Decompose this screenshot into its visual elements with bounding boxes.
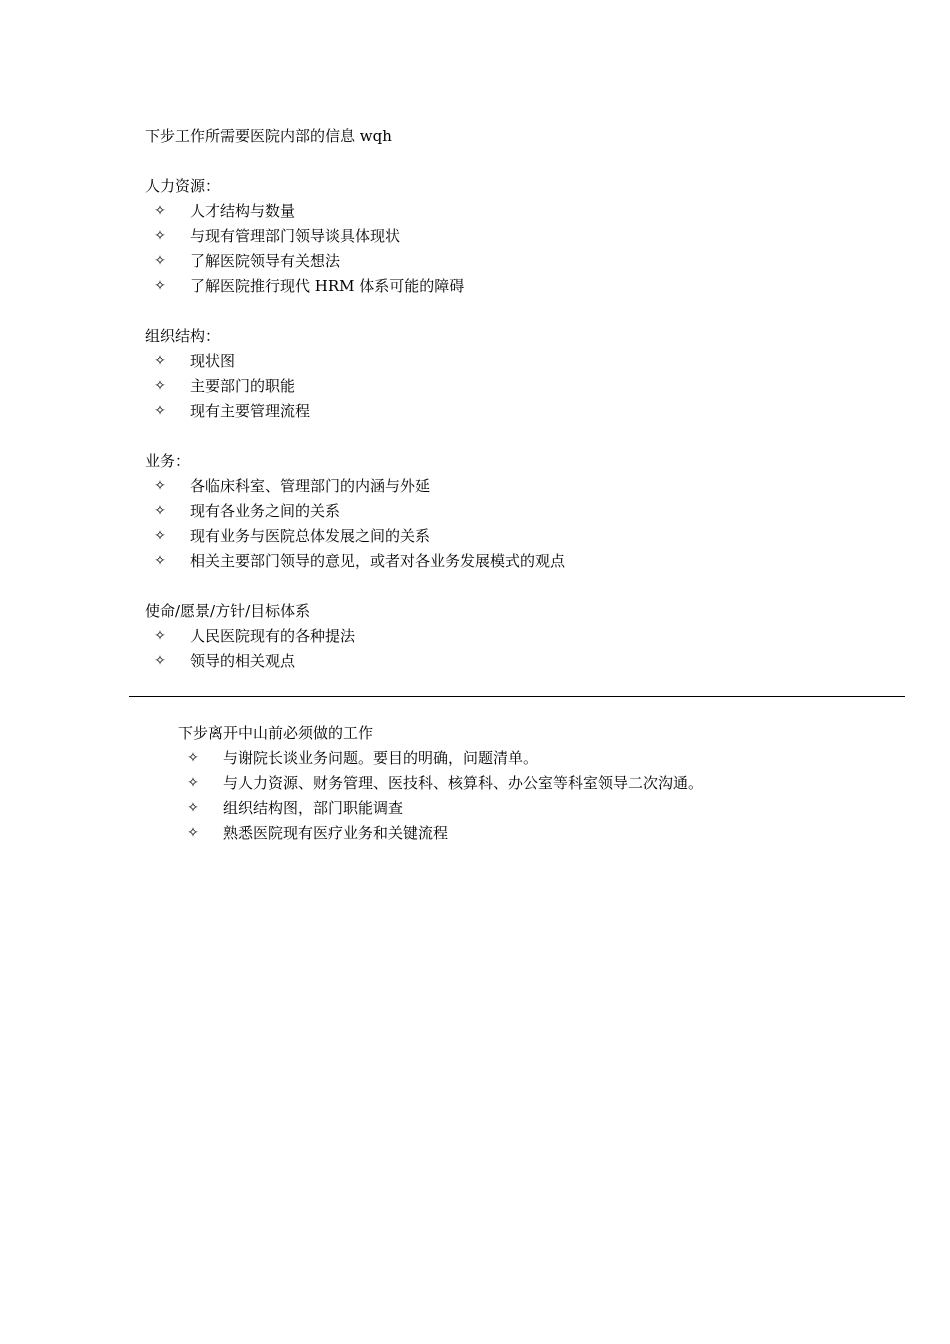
- diamond-bullet-icon: ✧: [154, 353, 166, 369]
- list-item: [178, 746, 703, 771]
- diamond-bullet-icon: ✧: [154, 553, 166, 569]
- list-item: [178, 771, 703, 796]
- list-item: [145, 549, 565, 574]
- list-item: [178, 796, 703, 821]
- list-item: [145, 624, 565, 649]
- group-heading: 业务：: [145, 452, 191, 470]
- diamond-bullet-icon: ✧: [154, 628, 166, 644]
- doc-title: 下步工作所需要医院内部的信息 wqh: [145, 127, 392, 145]
- diamond-bullet-icon: ✧: [154, 528, 166, 544]
- diamond-bullet-icon: ✧: [154, 478, 166, 494]
- list-item: [145, 499, 565, 524]
- list-item: [145, 199, 565, 224]
- list-item-text: 人才结构与数量: [190, 202, 296, 220]
- list-item-text: 与谢院长谈业务问题。要目的明确，问题清单。: [223, 749, 539, 767]
- group-business: [145, 449, 565, 574]
- group-mission: [145, 599, 565, 674]
- diamond-bullet-icon: ✧: [154, 378, 166, 394]
- diamond-bullet-icon: ✧: [154, 253, 166, 269]
- diamond-bullet-icon: ✧: [154, 653, 166, 669]
- diamond-bullet-icon: ✧: [154, 203, 166, 219]
- diamond-bullet-icon: ✧: [187, 775, 199, 791]
- list-item: [145, 249, 565, 274]
- diamond-bullet-icon: ✧: [154, 403, 166, 419]
- group-org-structure: [145, 324, 565, 424]
- list-item: [145, 274, 565, 299]
- list-item-text: 主要部门的职能: [190, 377, 296, 395]
- list-item-text: 现有业务与医院总体发展之间的关系: [190, 527, 431, 545]
- list-item-text: 领导的相关观点: [190, 652, 296, 670]
- todo-heading: 下步离开中山前必须做的工作: [178, 724, 374, 742]
- list-item-text: 与人力资源、财务管理、医技科、核算科、办公室等科室领导二次沟通。: [223, 774, 704, 792]
- list-item-text: 相关主要部门领导的意见，或者对各业务发展模式的观点: [190, 552, 566, 570]
- list-item-text: 了解医院推行现代 HRM 体系可能的障碍: [190, 277, 465, 295]
- list-item-text: 熟悉医院现有医疗业务和关键流程: [223, 824, 449, 842]
- diamond-bullet-icon: ✧: [187, 825, 199, 841]
- list-item-text: 现有各业务之间的关系: [190, 502, 341, 520]
- list-item: [145, 524, 565, 549]
- list-item: [145, 349, 565, 374]
- info-section: [145, 124, 565, 674]
- diamond-bullet-icon: ✧: [154, 503, 166, 519]
- group-hr: [145, 174, 565, 299]
- list-item-text: 现状图: [190, 352, 236, 370]
- todo-section: [178, 721, 703, 846]
- list-item-text: 人民医院现有的各种提法: [190, 627, 356, 645]
- list-item: [145, 649, 565, 674]
- group-heading: 使命/愿景/方针/目标体系: [145, 602, 311, 620]
- diamond-bullet-icon: ✧: [154, 228, 166, 244]
- list-item: [178, 821, 703, 846]
- list-item: [145, 374, 565, 399]
- group-heading: 组织结构：: [145, 327, 221, 345]
- group-heading: 人力资源：: [145, 177, 221, 195]
- horizontal-divider: [129, 696, 905, 697]
- diamond-bullet-icon: ✧: [154, 278, 166, 294]
- diamond-bullet-icon: ✧: [187, 750, 199, 766]
- list-item-text: 组织结构图，部门职能调查: [223, 799, 404, 817]
- list-item: [145, 399, 565, 424]
- list-item-text: 现有主要管理流程: [190, 402, 311, 420]
- list-item-text: 各临床科室、管理部门的内涵与外延: [190, 477, 431, 495]
- list-item: [145, 224, 565, 249]
- list-item: [145, 474, 565, 499]
- list-item-text: 与现有管理部门领导谈具体现状: [190, 227, 401, 245]
- diamond-bullet-icon: ✧: [187, 800, 199, 816]
- list-item-text: 了解医院领导有关想法: [190, 252, 341, 270]
